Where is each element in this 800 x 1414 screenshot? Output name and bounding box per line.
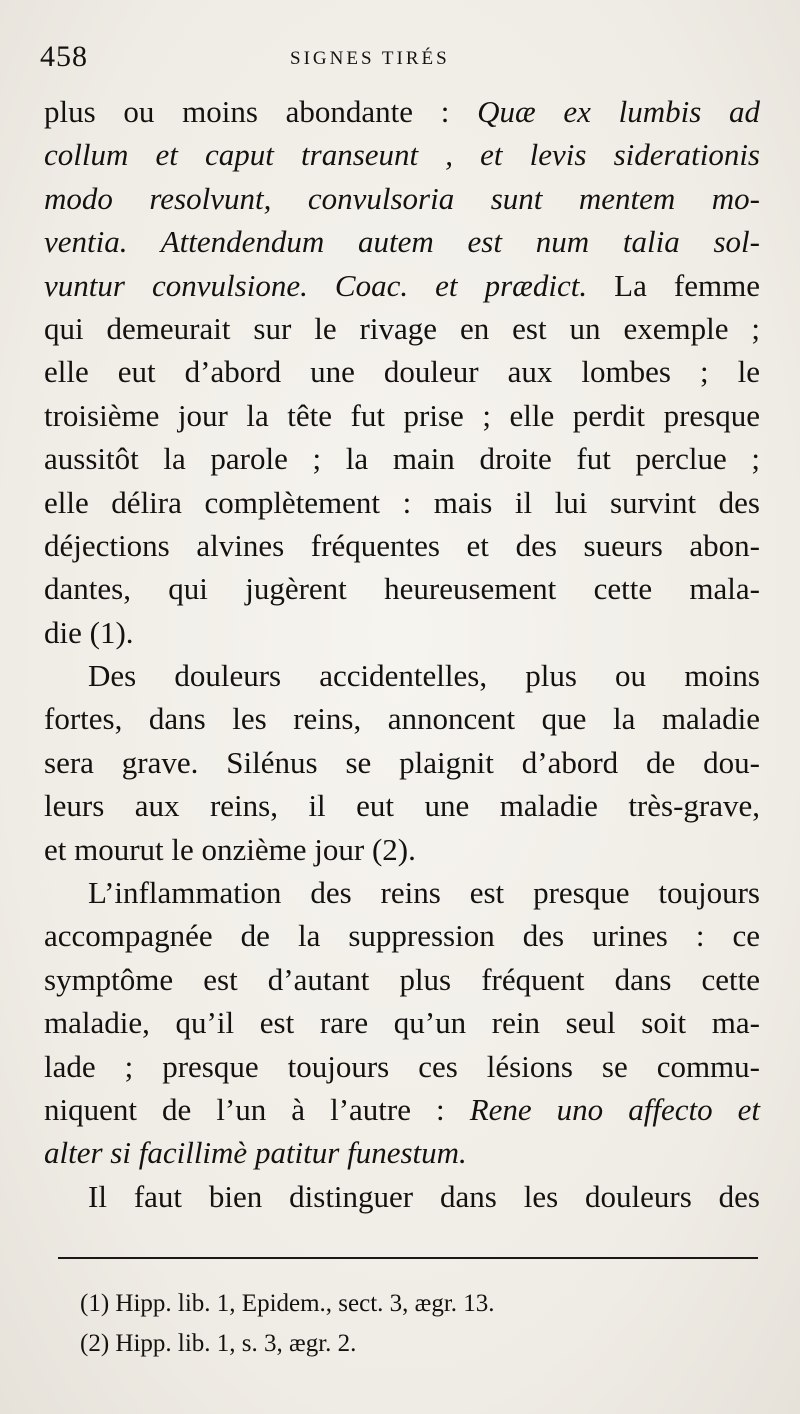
text-line: maladie, qu’il est rare qu’un rein seul soit ma- [44, 1005, 760, 1041]
text-line: die (1). [44, 614, 134, 650]
text-line: troisième jour la tête fut prise ; elle perdit presque [44, 397, 760, 433]
text-line: aussitôt la parole ; la main droite fut perclue ; [44, 441, 760, 477]
text-line: alter si facillimè patitur funestum. [44, 1135, 467, 1171]
text-line: dantes, qui jugèrent heureusement cette mala- [44, 571, 760, 607]
text-line: fortes, dans les reins, annoncent que la maladie [44, 701, 760, 737]
text-line: collum et caput transeunt , et levis siderationis [44, 137, 760, 173]
text-line: leurs aux reins, il eut une maladie très-grave, [44, 788, 760, 824]
text-line: déjections alvines fréquentes et des sueurs abon- [44, 527, 760, 563]
text-line: modo resolvunt, convulsoria sunt mentem mo- [44, 180, 760, 216]
text-line: vuntur convulsione. Coac. et prædict. La femme [44, 267, 761, 303]
text-line: sera grave. Silénus se plaignit d’abord de dou- [44, 744, 760, 780]
running-head-title: SIGNES TIRÉS [290, 48, 450, 69]
text-line: symptôme est d’autant plus fréquent dans cette [44, 961, 760, 997]
text-line: et mourut le onzième jour (2). [44, 831, 416, 867]
text-line: Des douleurs accidentelles, plus ou moins [88, 658, 760, 694]
body-text [44, 90, 760, 1218]
page-number: 458 [40, 40, 88, 73]
footnote-1: (1) Hipp. lib. 1, Epidem., sect. 3, ægr. 13. [80, 1290, 495, 1317]
text-line: niquent de l’un à l’autre : Rene uno affecto et [44, 1091, 760, 1127]
footnotes [80, 1284, 760, 1364]
text-line: lade ; presque toujours ces lésions se commu- [44, 1048, 760, 1084]
footnote-rule [58, 1257, 758, 1259]
text-line: plus ou moins abondante : Quæ ex lumbis ad [44, 94, 760, 129]
text-line: L’inflammation des reins est presque toujours [88, 875, 760, 911]
footnote-2: (2) Hipp. lib. 1, s. 3, ægr. 2. [80, 1330, 357, 1357]
text-line: elle eut d’abord une douleur aux lombes ; le [44, 354, 760, 390]
text-line: accompagnée de la suppression des urines : ce [44, 918, 760, 954]
text-line: Il faut bien distinguer dans les douleurs des [88, 1178, 760, 1214]
text-line: ventia. Attendendum autem est num talia sol- [44, 224, 760, 260]
running-head [40, 40, 760, 80]
text-line: elle délira complètement : mais il lui survint des [44, 484, 760, 520]
text-line: qui demeurait sur le rivage en est un exemple ; [44, 310, 760, 346]
